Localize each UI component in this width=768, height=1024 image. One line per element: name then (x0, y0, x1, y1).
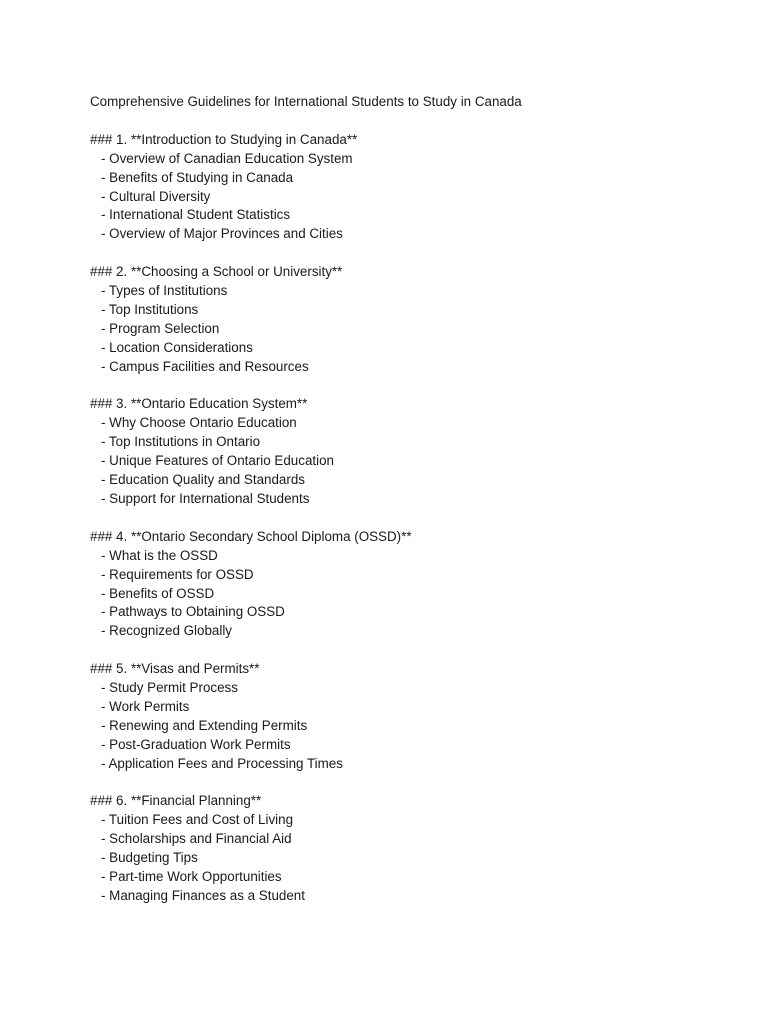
list-item: - What is the OSSD (101, 547, 218, 563)
list-item: - Work Permits (101, 698, 190, 714)
section-heading: ### 2. **Choosing a School or University** (90, 264, 343, 280)
section-item-list (90, 547, 730, 642)
section-item-list (90, 150, 730, 245)
document-body (90, 93, 730, 925)
section-1 (90, 131, 730, 244)
section-heading: ### 5. **Visas and Permits** (90, 661, 260, 677)
section-heading: ### 1. **Introduction to Studying in Canada** (90, 131, 358, 147)
list-item: - Education Quality and Standards (101, 472, 305, 488)
list-item: - Overview of Canadian Education System (101, 150, 353, 166)
list-item: - Cultural Diversity (101, 188, 211, 204)
list-item: - Top Institutions in Ontario (101, 434, 261, 450)
list-item: - Managing Finances as a Student (101, 887, 305, 903)
section-item-list (90, 282, 730, 377)
section-6 (90, 792, 730, 905)
section-4 (90, 528, 730, 641)
list-item: - Tuition Fees and Cost of Living (101, 812, 294, 828)
section-3 (90, 395, 730, 508)
list-item: - Study Permit Process (101, 680, 238, 696)
list-item: - Overview of Major Provinces and Cities (101, 226, 343, 242)
list-item: - Part-time Work Opportunities (101, 869, 282, 885)
document-title: Comprehensive Guidelines for International Students to Study in Canada (90, 94, 522, 109)
list-item: - Recognized Globally (101, 623, 232, 639)
list-item: - Requirements for OSSD (101, 566, 254, 582)
list-item: - Application Fees and Processing Times (101, 755, 343, 771)
section-2 (90, 263, 730, 376)
list-item: - Benefits of Studying in Canada (101, 169, 294, 185)
section-heading: ### 4. **Ontario Secondary School Diploma (OSSD)** (90, 528, 412, 544)
list-item: - Pathways to Obtaining OSSD (101, 604, 285, 620)
list-item: - Support for International Students (101, 490, 310, 506)
list-item: - International Student Statistics (101, 207, 291, 223)
list-item: - Location Considerations (101, 339, 253, 355)
section-item-list (90, 679, 730, 774)
list-item: - Budgeting Tips (101, 850, 198, 866)
list-item: - Program Selection (101, 320, 220, 336)
section-5 (90, 660, 730, 773)
list-item: - Top Institutions (101, 301, 199, 317)
section-item-list (90, 811, 730, 906)
list-item: - Benefits of OSSD (101, 585, 215, 601)
list-item: - Post-Graduation Work Permits (101, 736, 291, 752)
list-item: - Campus Facilities and Resources (101, 358, 309, 374)
section-item-list (90, 414, 730, 509)
list-item: - Why Choose Ontario Education (101, 415, 297, 431)
list-item: - Renewing and Extending Permits (101, 717, 308, 733)
list-item: - Unique Features of Ontario Education (101, 453, 334, 469)
section-heading: ### 3. **Ontario Education System** (90, 396, 308, 412)
section-heading: ### 6. **Financial Planning** (90, 793, 262, 809)
list-item: - Scholarships and Financial Aid (101, 831, 292, 847)
list-item: - Types of Institutions (101, 283, 228, 299)
